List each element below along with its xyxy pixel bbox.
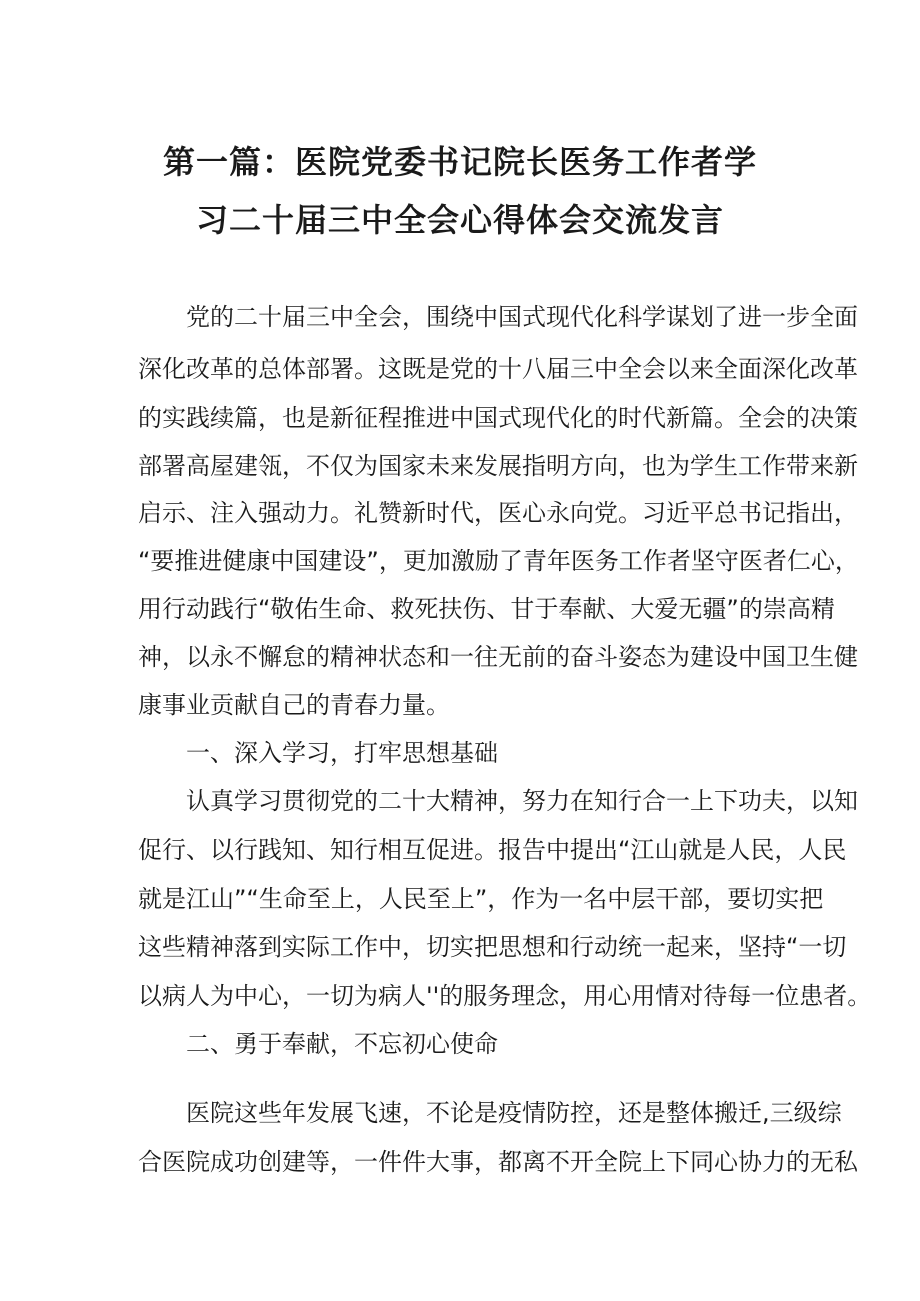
body-line-5: 启示、注入强动力。礼赞新时代，医心永向党。习近平总书记指出，	[138, 499, 858, 527]
body-line-4: 部署高屋建瓴，不仅为国家未来发展指明方向，也为学生工作带来新	[138, 452, 858, 480]
section-heading-2: 二、勇于奉献，不忘初心使命	[186, 1030, 498, 1058]
body-line-3: 的实践续篇，也是新征程推进中国式现代化的时代新篇。全会的决策	[138, 404, 858, 432]
document-title-line-2: 习二十届三中全会心得体会交流发言	[195, 201, 724, 239]
body-line-12: 就是江山”“生命至上，人民至上”，作为一名中层干部，要切实把	[138, 885, 824, 913]
body-line-6: “要推进健康中国建设”，更加激励了青年医务工作者坚守医者仁心，	[138, 547, 859, 575]
body-line-13: 这些精神落到实际工作中，切实把思想和行动统一起来，坚持“一切	[138, 933, 847, 961]
body-line-10: 认真学习贯彻党的二十大精神，努力在知行合一上下功夫，以知	[186, 787, 858, 815]
body-line-15: 医院这些年发展飞速，不论是疫情防控，还是整体搬迁,三级综	[186, 1099, 842, 1127]
body-line-11: 促行、以行践知、知行相互促进。报告中提出“江山就是人民，人民	[138, 836, 847, 864]
body-line-1: 党的二十届三中全会，围绕中国式现代化科学谋划了进一步全面	[186, 303, 858, 331]
body-line-16: 合医院成功创建等，一件件大事，都离不开全院上下同心协力的无私	[138, 1148, 858, 1176]
body-line-14: 以病人为中心，一切为病人''的服务理念，用心用情对待每一位患者。	[138, 982, 872, 1010]
body-line-7: 用行动践行“敬佑生命、救死扶伤、甘于奉献、大爱无疆”的崇高精	[138, 595, 835, 623]
section-heading-1: 一、深入学习，打牢思想基础	[186, 739, 498, 767]
body-line-9: 康事业贡献自己的青春力量。	[138, 691, 450, 719]
body-line-8: 神，以永不懈怠的精神状态和一往无前的奋斗姿态为建设中国卫生健	[138, 643, 858, 671]
body-line-2: 深化改革的总体部署。这既是党的十八届三中全会以来全面深化改革	[138, 355, 858, 383]
document-title-line-1: 第一篇：医院党委书记院长医务工作者学	[162, 143, 757, 181]
